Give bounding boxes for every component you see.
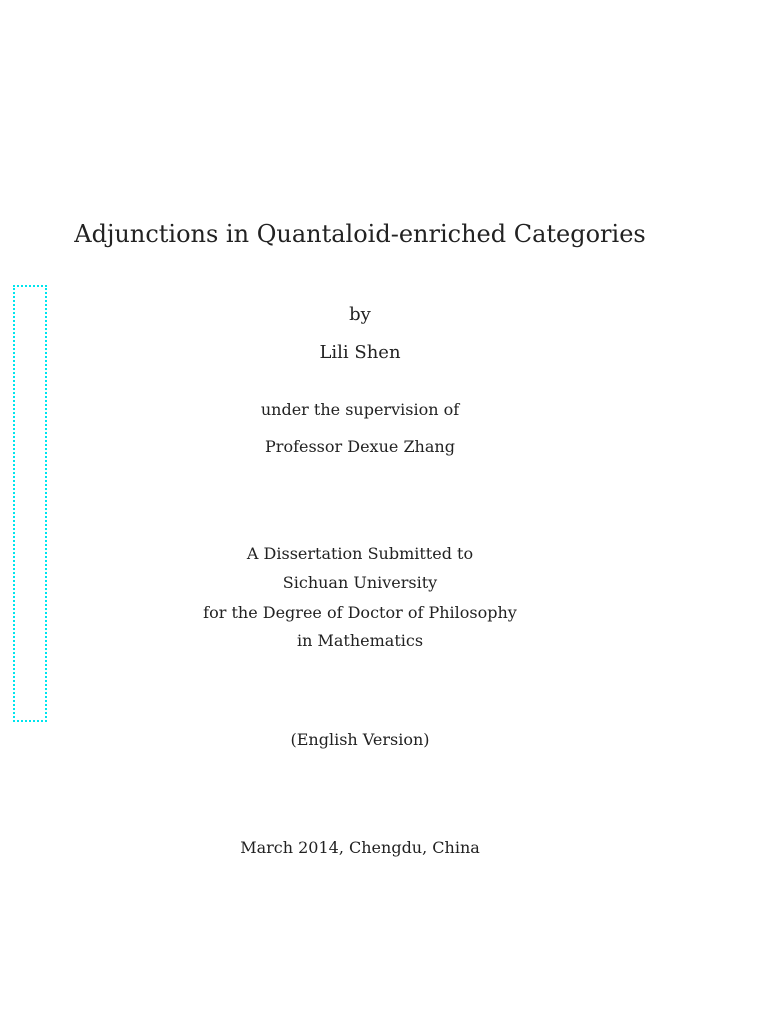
- dissertation-line-1: A Dissertation Submitted to: [246, 544, 474, 563]
- dissertation-line-4: in Mathematics: [296, 631, 424, 650]
- dissertation-line-2: Sichuan University: [282, 573, 438, 592]
- thesis-title: Adjunctions in Quantaloid-enriched Categories: [74, 220, 646, 248]
- dissertation-line-3: for the Degree of Doctor of Philosophy: [203, 603, 517, 622]
- supervisor-name: Professor Dexue Zhang: [265, 437, 455, 456]
- version-label: (English Version): [290, 730, 430, 749]
- author-name: Lili Shen: [319, 342, 401, 363]
- date-place: March 2014, Chengdu, China: [240, 838, 480, 857]
- supervision-label: under the supervision of: [260, 400, 460, 419]
- by-label: by: [349, 304, 371, 325]
